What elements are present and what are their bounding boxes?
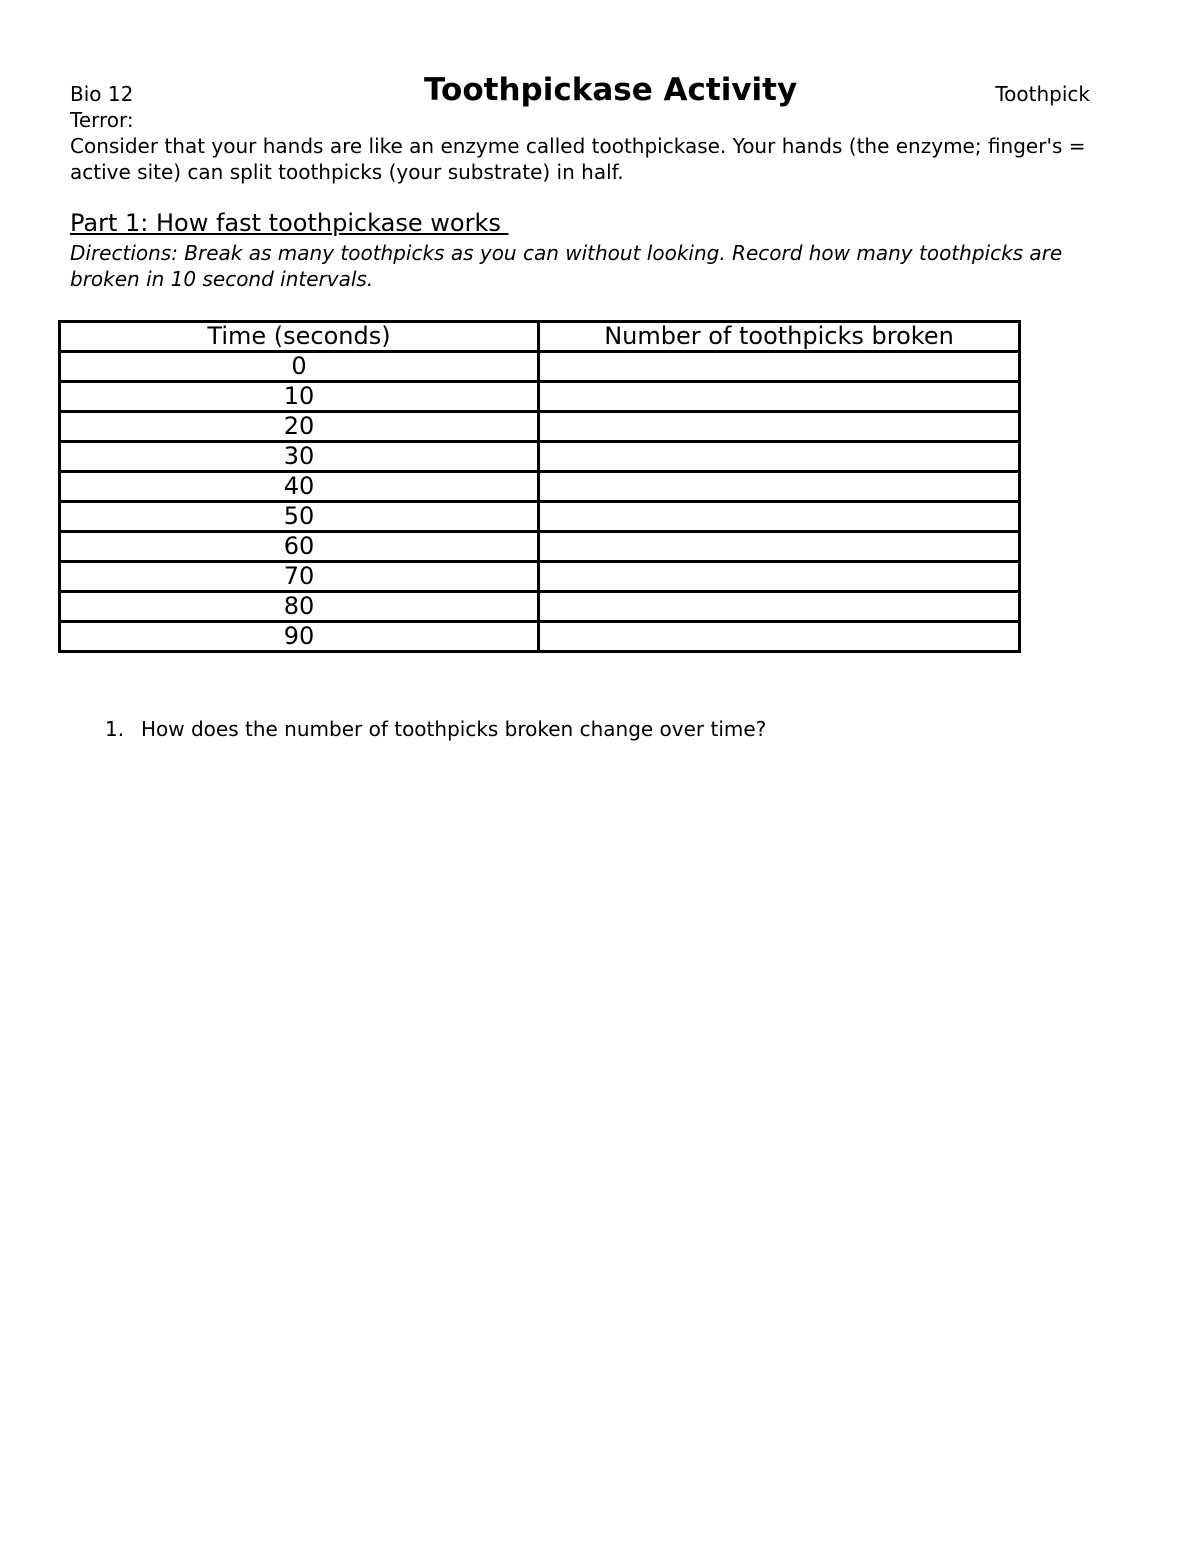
time-cell: 30 (60, 442, 539, 472)
table-row (60, 352, 1020, 382)
topic-label: Toothpick (995, 82, 1090, 106)
time-cell: 0 (60, 352, 539, 382)
question-list (105, 716, 766, 742)
time-cell: 80 (60, 592, 539, 622)
time-cell: 60 (60, 532, 539, 562)
intro-text (70, 107, 1110, 185)
time-cell: 70 (60, 562, 539, 592)
time-cell: 40 (60, 472, 539, 502)
table-row (60, 562, 1020, 592)
time-cell: 10 (60, 382, 539, 412)
count-cell[interactable] (539, 412, 1020, 442)
document-title: Toothpickase Activity (424, 72, 798, 108)
table-header-row (60, 322, 1020, 352)
count-cell[interactable] (539, 562, 1020, 592)
table-row (60, 442, 1020, 472)
count-cell[interactable] (539, 472, 1020, 502)
count-cell[interactable] (539, 352, 1020, 382)
table-row (60, 472, 1020, 502)
count-cell[interactable] (539, 592, 1020, 622)
intro-line-2: Consider that your hands are like an enzyme called toothpickase. Your hands (the enzyme; finger's = active site) can split toothpicks (your substrate) in half. (70, 134, 1086, 184)
table-row (60, 502, 1020, 532)
header-time: Time (seconds) (60, 322, 539, 352)
time-cell: 50 (60, 502, 539, 532)
time-cell: 90 (60, 622, 539, 652)
table-row (60, 412, 1020, 442)
question-number: 1. (105, 717, 125, 741)
intro-line-1: Terror: (70, 108, 134, 132)
table-row (60, 622, 1020, 652)
header-toothpicks-broken: Number of toothpicks broken (539, 322, 1020, 352)
count-cell[interactable] (539, 382, 1020, 412)
toothpick-data-table (58, 320, 1021, 653)
part1-directions: Directions: Break as many toothpicks as you can without looking. Record how many toothpicks are broken in 10 second intervals. (70, 241, 1063, 291)
course-label: Bio 12 (70, 82, 134, 106)
count-cell[interactable] (539, 532, 1020, 562)
count-cell[interactable] (539, 502, 1020, 532)
table-row (60, 532, 1020, 562)
table-row (60, 382, 1020, 412)
count-cell[interactable] (539, 622, 1020, 652)
question-item (105, 716, 766, 742)
table-row (60, 592, 1020, 622)
count-cell[interactable] (539, 442, 1020, 472)
part1-heading: Part 1: How fast toothpickase works (70, 209, 509, 237)
time-cell: 20 (60, 412, 539, 442)
question-text: How does the number of toothpicks broken change over time? (141, 717, 767, 741)
